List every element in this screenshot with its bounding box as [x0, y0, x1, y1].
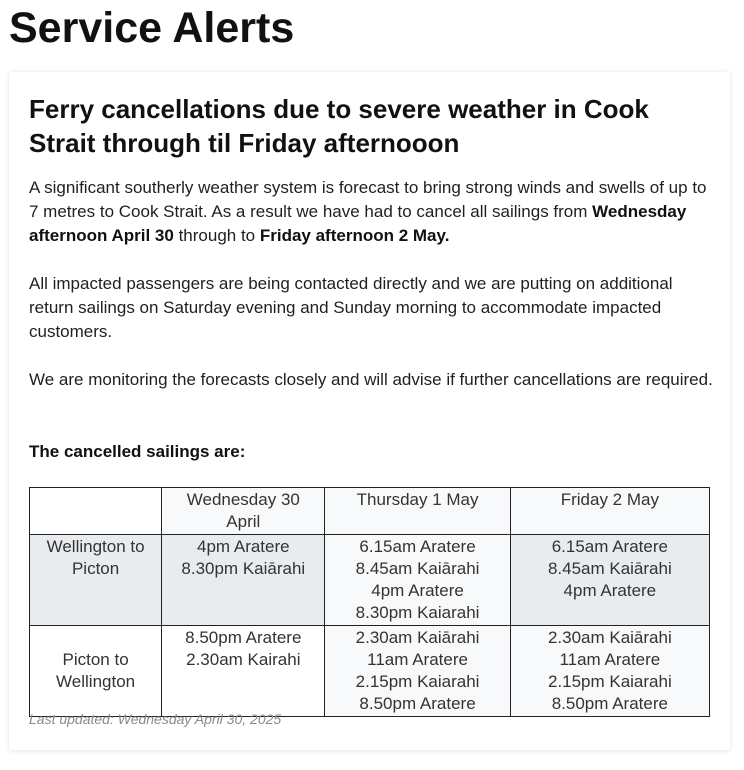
- table-header-fri: Friday 2 May: [510, 488, 709, 535]
- cell-wlg-wed: [162, 535, 325, 626]
- alert-heading: Ferry cancellations due to severe weather in Cook Strait through til Friday afternooon: [29, 94, 649, 158]
- sailing: 8.30pm Kaiarahi: [355, 603, 480, 622]
- sailing: 11am Aratere: [559, 650, 661, 669]
- cell-wlg-thu: [325, 535, 510, 626]
- sailing: 4pm Aratere: [371, 581, 464, 600]
- sailing: 4pm Aratere: [197, 537, 290, 556]
- sailing: 2.30am Kaiārahi: [355, 628, 480, 647]
- sailing: 8.50pm Aratere: [551, 694, 668, 713]
- row-label-wellington-picton: Wellington to Picton: [30, 535, 162, 626]
- table-intro: The cancelled sailings are:: [29, 442, 246, 461]
- cell-wlg-fri: [510, 535, 709, 626]
- cell-pic-wed: [162, 626, 325, 717]
- table-header-row: [30, 488, 710, 535]
- sailing: 6.15am Aratere: [551, 537, 668, 556]
- table-row: [30, 626, 710, 717]
- sailing: 8.45am Kaiārahi: [547, 559, 672, 578]
- table-header-thu: Thursday 1 May: [325, 488, 510, 535]
- sailing: 8.30pm Kaiārahi: [181, 559, 306, 578]
- sailing: 8.50pm Aratere: [359, 694, 476, 713]
- sailing: 11am Aratere: [367, 650, 468, 669]
- sailing: 2.30am Kairahi: [186, 650, 301, 669]
- last-updated: Last updated: Wednesday April 30, 2025: [29, 711, 282, 727]
- table-header-wed: Wednesday 30 April: [162, 488, 325, 535]
- sailing: 2.15pm Kaiarahi: [547, 672, 672, 691]
- sailing: 4pm Aratere: [563, 581, 657, 600]
- row-label-picton-wellington: Picton to Wellington: [30, 626, 162, 717]
- p1-text-a: A significant southerly weather system is forecast to bring strong winds and swells of up to 7 metres to Cook Strait. As a result we have had to cancel all sailings from: [29, 178, 707, 221]
- p1-text-b: through to: [173, 226, 260, 245]
- alert-paragraph-1: [29, 176, 719, 248]
- sailing: 8.45am Kaiārahi: [355, 559, 480, 578]
- cancelled-sailings-table: [29, 487, 710, 717]
- sailing: 6.15am Aratere: [359, 537, 476, 556]
- sailing: 2.15pm Kaiarahi: [355, 672, 480, 691]
- sailing: 2.30am Kaiārahi: [547, 628, 672, 647]
- p1-bold-a: Wednesday afternoon April 30: [29, 202, 687, 245]
- p1-bold-b: Friday afternoon 2 May.: [259, 226, 450, 245]
- table-row: [30, 535, 710, 626]
- alert-card: [9, 72, 730, 750]
- table-header-corner: [30, 488, 162, 535]
- cell-pic-fri: [510, 626, 709, 717]
- page-title: Service Alerts: [9, 4, 295, 52]
- sailing: 8.50pm Aratere: [185, 628, 302, 647]
- cell-pic-thu: [325, 626, 510, 717]
- alert-paragraph-3: We are monitoring the forecasts closely and will advise if further cancellations are required.: [29, 370, 713, 389]
- alert-paragraph-2: All impacted passengers are being contacted directly and we are putting on additional return sailings on Saturday evening and Sunday morning to accommodate impacted customers.: [29, 274, 673, 341]
